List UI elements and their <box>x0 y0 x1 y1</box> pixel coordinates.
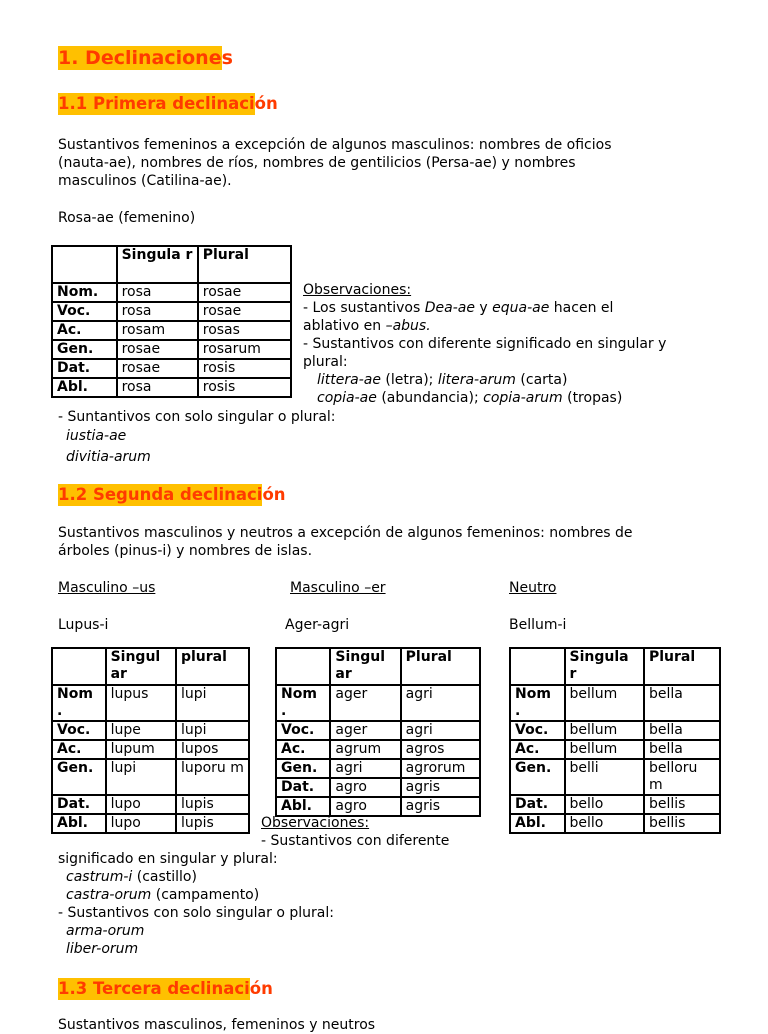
table-row <box>510 721 720 740</box>
header-cell <box>510 648 565 685</box>
cell: lupo <box>106 814 176 833</box>
case-label: Abl. <box>510 814 565 833</box>
cell: rosae <box>117 359 198 378</box>
header-cell: Singula r <box>565 648 644 685</box>
cell: bellum <box>565 740 644 759</box>
text-italic: Dea-ae <box>424 300 475 316</box>
text-italic: copia-ae <box>317 390 377 406</box>
text-line: masculinos (Catilina-ae). <box>58 173 232 189</box>
cell: luporu m <box>176 759 249 795</box>
case-label: Gen. <box>510 759 565 795</box>
cell: lupum <box>106 740 176 759</box>
primera-declension-table <box>51 245 292 398</box>
cell: rosarum <box>198 340 291 359</box>
text-italic: liber-orum <box>66 941 139 957</box>
case-label: Gen. <box>52 759 106 795</box>
text-italic: castrum-i <box>66 869 133 885</box>
cell: belloru m <box>644 759 720 795</box>
text-line: Sustantivos masculinos y neutros a excepción de algunos femeninos: nombres de <box>58 525 633 541</box>
cell: agro <box>330 797 400 816</box>
primera-extra <box>58 408 336 468</box>
text-italic: divitia-arum <box>66 449 151 465</box>
text-line: (nauta-ae), nombres de ríos, nombres de gentilicios (Persa-ae) y nombres <box>58 155 576 171</box>
cell: bella <box>644 721 720 740</box>
case-label: Dat. <box>52 795 106 814</box>
cell: lupus <box>106 685 176 721</box>
masculino-us-table <box>51 647 250 834</box>
text-span: (tropas) <box>562 390 623 406</box>
cell: rosae <box>198 302 291 321</box>
text-span: ablativo en <box>303 318 386 334</box>
case-label: Voc. <box>510 721 565 740</box>
table-row <box>52 759 249 795</box>
cell: bellum <box>565 721 644 740</box>
table-row <box>52 378 291 397</box>
text-span: (castillo) <box>132 869 197 885</box>
case-label: Abl. <box>276 797 330 816</box>
cell: rosae <box>117 340 198 359</box>
cell: bella <box>644 740 720 759</box>
cell: bellis <box>644 814 720 833</box>
cell: agrorum <box>401 759 480 778</box>
header-cell: Plural <box>644 648 720 685</box>
table-row <box>276 721 480 740</box>
cell: lupos <box>176 740 249 759</box>
cell: lupe <box>106 721 176 740</box>
cell: bello <box>565 814 644 833</box>
table-row <box>52 795 249 814</box>
cell: lupo <box>106 795 176 814</box>
text-line <box>303 299 743 317</box>
case-label: Nom. <box>52 283 117 302</box>
text-span: - Los sustantivos <box>303 300 425 316</box>
example-lupus: Lupus-i <box>58 617 109 633</box>
case-label: Dat. <box>276 778 330 797</box>
text-line: árboles (pinus-i) y nombres de islas. <box>58 543 313 559</box>
table-row <box>510 685 720 721</box>
table-header-row <box>510 648 720 685</box>
case-label: Voc. <box>52 721 106 740</box>
heading-highlight: 1.1 Primera declinaci <box>58 94 255 113</box>
heading-primera-declinacion <box>58 93 278 115</box>
text-italic: litera-arum <box>437 372 516 388</box>
table-row <box>52 283 291 302</box>
text-italic: littera-ae <box>317 372 381 388</box>
case-label: Dat. <box>52 359 117 378</box>
text-span: hacen el <box>549 300 614 316</box>
text-line <box>303 389 743 407</box>
col-title-masculino-us: Masculino –us <box>58 580 156 596</box>
cell: rosis <box>198 378 291 397</box>
cell: agros <box>401 740 480 759</box>
text-line: - Sustantivos con diferente <box>261 833 450 849</box>
header-cell <box>52 246 117 283</box>
cell: agris <box>401 778 480 797</box>
text-span: (carta) <box>515 372 568 388</box>
case-label: Abl. <box>52 378 117 397</box>
case-label: Ac. <box>276 740 330 759</box>
text-line <box>58 868 334 886</box>
case-label: Gen. <box>52 340 117 359</box>
case-label: Nom . <box>276 685 330 721</box>
cell: agri <box>401 721 480 740</box>
cell: rosa <box>117 283 198 302</box>
text-line: - Sustantivos con diferente significado en singular y <box>303 336 667 352</box>
text-italic: –abus. <box>385 318 431 334</box>
col-title-neutro: Neutro <box>509 580 557 596</box>
case-label: Dat. <box>510 795 565 814</box>
cell: bellis <box>644 795 720 814</box>
heading-tercera-declinacion <box>58 978 273 1000</box>
case-label: Nom . <box>52 685 106 721</box>
text-line: Sustantivos femeninos a excepción de algunos masculinos: nombres de oficios <box>58 137 612 153</box>
header-cell: Singul ar <box>106 648 176 685</box>
case-label: Ac. <box>52 740 106 759</box>
cell: bellum <box>565 685 644 721</box>
example-bellum: Bellum-i <box>509 617 567 633</box>
primera-intro <box>58 136 612 190</box>
heading-highlight: 1.2 Segunda declinaci <box>58 485 263 504</box>
text-span: y <box>474 300 493 316</box>
case-label: Ac. <box>510 740 565 759</box>
table-header-row <box>52 246 291 283</box>
table-row <box>52 814 249 833</box>
cell: ager <box>330 685 400 721</box>
heading-rest: ón <box>249 979 273 998</box>
heading-segunda-declinacion <box>58 484 286 506</box>
table-row <box>510 795 720 814</box>
header-cell: Plural <box>401 648 480 685</box>
cell: rosis <box>198 359 291 378</box>
text-span: (abundancia); <box>376 390 484 406</box>
masculino-er-table <box>275 647 481 817</box>
text-line: significado en singular y plural: <box>58 851 278 867</box>
cell: agro <box>330 778 400 797</box>
cell: belli <box>565 759 644 795</box>
table-row <box>510 814 720 833</box>
header-cell: Singul ar <box>330 648 400 685</box>
table-header-row <box>276 648 480 685</box>
text-italic: equa-ae <box>492 300 550 316</box>
heading-highlight: 1.3 Tercera declinaci <box>58 979 250 998</box>
table-row <box>52 340 291 359</box>
cell: rosam <box>117 321 198 340</box>
cell: agrum <box>330 740 400 759</box>
text-line: - Sustantivos con solo singular o plural: <box>58 905 334 921</box>
text-line <box>303 371 743 389</box>
primera-observaciones <box>303 281 743 407</box>
header-cell: Singula r <box>117 246 198 283</box>
header-cell <box>276 648 330 685</box>
text-line <box>303 317 743 335</box>
neutro-table <box>509 647 721 834</box>
heading-rest: s <box>221 47 233 69</box>
cell: lupi <box>176 721 249 740</box>
case-label: Ac. <box>52 321 117 340</box>
cell: bello <box>565 795 644 814</box>
table-row <box>52 321 291 340</box>
table-row <box>276 778 480 797</box>
cell: ager <box>330 721 400 740</box>
header-cell: plural <box>176 648 249 685</box>
cell: rosa <box>117 302 198 321</box>
header-cell: Plural <box>198 246 291 283</box>
table-row <box>52 359 291 378</box>
segunda-intro <box>58 524 633 560</box>
case-label: Abl. <box>52 814 106 833</box>
text-span: (campamento) <box>151 887 260 903</box>
table-row <box>510 740 720 759</box>
cell: agris <box>401 797 480 816</box>
table-row <box>52 685 249 721</box>
cell: lupi <box>176 685 249 721</box>
text-line <box>58 886 334 904</box>
observaciones-title: Observaciones: <box>261 815 370 831</box>
segunda-observaciones <box>58 850 334 958</box>
col-title-masculino-er: Masculino –er <box>290 580 386 596</box>
heading-rest: ón <box>262 485 286 504</box>
case-label: Voc. <box>52 302 117 321</box>
cell: bella <box>644 685 720 721</box>
table-header-row <box>52 648 249 685</box>
text-line: plural: <box>303 354 348 370</box>
text-italic: castra-orum <box>66 887 152 903</box>
example-ager: Ager-agri <box>285 617 350 633</box>
text-italic: iustia-ae <box>66 428 127 444</box>
text-italic: copia-arum <box>483 390 563 406</box>
table-row <box>510 759 720 795</box>
text-span: (letra); <box>380 372 438 388</box>
case-label: Voc. <box>276 721 330 740</box>
table-row <box>52 721 249 740</box>
cell: rosas <box>198 321 291 340</box>
table-row <box>276 685 480 721</box>
cell: lupis <box>176 814 249 833</box>
cell: rosa <box>117 378 198 397</box>
cell: lupis <box>176 795 249 814</box>
primera-example: Rosa-ae (femenino) <box>58 210 196 226</box>
tercera-intro: Sustantivos masculinos, femeninos y neutros <box>58 1017 376 1033</box>
table-row <box>276 759 480 778</box>
cell: agri <box>330 759 400 778</box>
text-italic: arma-orum <box>66 923 145 939</box>
table-row <box>276 740 480 759</box>
table-row <box>52 740 249 759</box>
observaciones-title: Observaciones: <box>303 282 412 298</box>
cell: rosae <box>198 283 291 302</box>
case-label: Nom . <box>510 685 565 721</box>
header-cell <box>52 648 106 685</box>
table-row <box>52 302 291 321</box>
cell: agri <box>401 685 480 721</box>
heading-rest: ón <box>254 94 278 113</box>
cell: lupi <box>106 759 176 795</box>
text-line: - Suntantivos con solo singular o plural: <box>58 409 336 425</box>
heading-declinaciones <box>58 46 233 70</box>
case-label: Gen. <box>276 759 330 778</box>
heading-highlight: 1. Declinacione <box>58 47 222 69</box>
